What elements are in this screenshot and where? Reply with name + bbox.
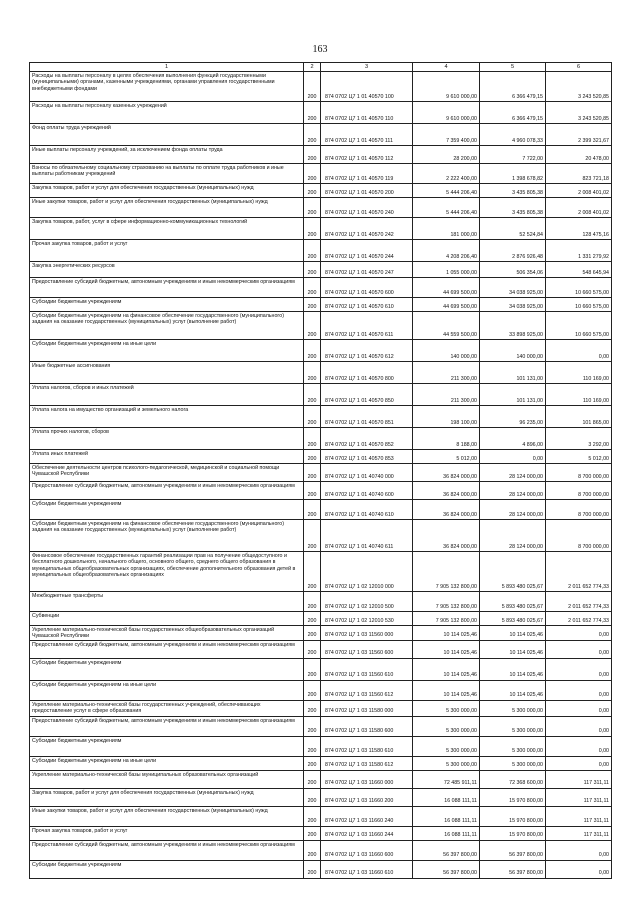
row-code-group: 200 xyxy=(304,552,321,592)
budget-classification-code: 874 0702 Ц7 1 03 11580 612 xyxy=(321,756,413,770)
table-row xyxy=(30,788,612,806)
executed-amount: 5 300 000,00 xyxy=(480,756,546,770)
item-name: Субсидии бюджетным учреждениям на иные цели xyxy=(30,340,304,362)
executed-amount: 15 970 800,00 xyxy=(480,826,546,840)
budget-classification-code: 874 0702 Ц7 1 03 11580 610 xyxy=(321,736,413,756)
approved-amount: 9 610 000,00 xyxy=(413,102,480,124)
remaining-amount: 10 660 575,00 xyxy=(546,298,612,312)
remaining-amount: 101 865,00 xyxy=(546,406,612,428)
budget-classification-code: 874 0702 Ц7 1 01 40740 610 xyxy=(321,500,413,520)
approved-amount: 44 559 500,00 xyxy=(413,312,480,340)
budget-classification-code: 874 0702 Ц7 1 03 11660 610 xyxy=(321,860,413,878)
item-name: Прочая закупка товаров, работ и услуг xyxy=(30,240,304,262)
table-row xyxy=(30,428,612,450)
item-name: Предоставление субсидий бюджетным, автономным учреждениям и иным некоммерческим организациям xyxy=(30,482,304,500)
row-code-group: 200 xyxy=(304,788,321,806)
remaining-amount: 0,00 xyxy=(546,840,612,860)
executed-amount: 52 524,84 xyxy=(480,218,546,240)
approved-amount: 5 300 000,00 xyxy=(413,700,480,716)
table-row xyxy=(30,736,612,756)
approved-amount: 36 824 000,00 xyxy=(413,464,480,482)
item-name: Иные закупки товаров, работ и услуг для обеспечения государственных (муниципальных) нужд xyxy=(30,198,304,218)
table-row xyxy=(30,860,612,878)
executed-amount: 506 354,06 xyxy=(480,262,546,278)
approved-amount: 140 000,00 xyxy=(413,340,480,362)
item-name: Расходы на выплаты персоналу в целях обеспечения выполнения функций государственными (муниципальными) органами, казенными учреждениями, органами управления государственными внебюджетными фондами xyxy=(30,72,304,102)
item-name: Укрепление материально-технической базы государственных учреждений, обеспечивающих предоставление услуг в сфере образования xyxy=(30,700,304,716)
row-code-group: 200 xyxy=(304,770,321,788)
budget-classification-code: 874 0702 Ц7 1 03 11560 612 xyxy=(321,680,413,700)
approved-amount: 28 200,00 xyxy=(413,146,480,164)
approved-amount: 9 610 000,00 xyxy=(413,72,480,102)
remaining-amount: 0,00 xyxy=(546,340,612,362)
row-code-group: 200 xyxy=(304,340,321,362)
row-code-group: 200 xyxy=(304,184,321,198)
budget-classification-code: 874 0702 Ц7 1 01 40570 110 xyxy=(321,102,413,124)
item-name: Фонд оплаты труда учреждений xyxy=(30,124,304,146)
table-row xyxy=(30,262,612,278)
row-code-group: 200 xyxy=(304,384,321,406)
remaining-amount: 117 311,11 xyxy=(546,770,612,788)
table-row xyxy=(30,680,612,700)
item-name: Предоставление субсидий бюджетным, автономным учреждениям и иным некоммерческим организациям xyxy=(30,640,304,658)
remaining-amount: 8 700 000,00 xyxy=(546,464,612,482)
executed-amount: 15 970 800,00 xyxy=(480,806,546,826)
column-header: 6 xyxy=(546,63,612,72)
item-name: Прочая закупка товаров, работ и услуг xyxy=(30,826,304,840)
item-name: Субсидии бюджетным учреждениям на иные цели xyxy=(30,756,304,770)
table-row xyxy=(30,840,612,860)
table-row xyxy=(30,406,612,428)
item-name: Субсидии бюджетным учреждениям на финансовое обеспечение государственного (муниципального) задания на оказание государственных (муниципальных) услуг (выполнение работ) xyxy=(30,312,304,340)
approved-amount: 72 485 911,11 xyxy=(413,770,480,788)
row-code-group: 200 xyxy=(304,806,321,826)
item-name: Укрепление материально-технической базы государственных общеобразовательных организаций Чувашской Республики xyxy=(30,626,304,641)
item-name: Финансовое обеспечение государственных гарантий реализации прав на получение общедоступного и бесплатного дошкольного, начального общего, основного общего, среднего общего образования в муниципальных общеобразовательных организациях, обеспечение дополнительного образования детей в муниципальных общеобразовательных организациях xyxy=(30,552,304,592)
approved-amount: 5 444 206,40 xyxy=(413,184,480,198)
budget-classification-code: 874 0702 Ц7 1 02 12010 530 xyxy=(321,612,413,626)
approved-amount: 44 699 500,00 xyxy=(413,278,480,298)
remaining-amount: 3 292,00 xyxy=(546,428,612,450)
budget-classification-code: 874 0702 Ц7 1 03 11660 000 xyxy=(321,770,413,788)
executed-amount: 4 896,00 xyxy=(480,428,546,450)
executed-amount: 5 300 000,00 xyxy=(480,716,546,736)
budget-classification-code: 874 0702 Ц7 1 01 40740 611 xyxy=(321,520,413,552)
row-code-group: 200 xyxy=(304,312,321,340)
row-code-group: 200 xyxy=(304,164,321,184)
remaining-amount: 0,00 xyxy=(546,700,612,716)
row-code-group: 200 xyxy=(304,464,321,482)
item-name: Иные бюджетные ассигнования xyxy=(30,362,304,384)
budget-classification-code: 874 0702 Ц7 1 03 11560 610 xyxy=(321,658,413,680)
row-code-group: 200 xyxy=(304,680,321,700)
remaining-amount: 8 700 000,00 xyxy=(546,520,612,552)
row-code-group: 200 xyxy=(304,700,321,716)
column-header: 4 xyxy=(413,63,480,72)
row-code-group: 200 xyxy=(304,736,321,756)
row-code-group: 200 xyxy=(304,840,321,860)
approved-amount: 5 300 000,00 xyxy=(413,736,480,756)
table-row xyxy=(30,612,612,626)
row-code-group: 200 xyxy=(304,406,321,428)
executed-amount: 0,00 xyxy=(480,450,546,464)
item-name: Субсидии бюджетным учреждениям xyxy=(30,500,304,520)
approved-amount: 16 088 111,11 xyxy=(413,806,480,826)
remaining-amount: 0,00 xyxy=(546,658,612,680)
item-name: Предоставление субсидий бюджетным, автономным учреждениям и иным некоммерческим организациям xyxy=(30,716,304,736)
budget-table xyxy=(29,62,612,879)
table-row xyxy=(30,298,612,312)
table-row xyxy=(30,278,612,298)
table-row xyxy=(30,552,612,592)
row-code-group: 200 xyxy=(304,658,321,680)
budget-classification-code: 874 0702 Ц7 1 01 40570 242 xyxy=(321,218,413,240)
table-row xyxy=(30,102,612,124)
item-name: Укрепление материально-технической базы муниципальных образовательных организаций xyxy=(30,770,304,788)
remaining-amount: 117 311,11 xyxy=(546,806,612,826)
remaining-amount: 2 011 652 774,33 xyxy=(546,612,612,626)
approved-amount: 56 397 800,00 xyxy=(413,840,480,860)
executed-amount: 3 435 805,38 xyxy=(480,198,546,218)
approved-amount: 5 012,00 xyxy=(413,450,480,464)
approved-amount: 10 114 025,46 xyxy=(413,658,480,680)
executed-amount: 4 960 078,33 xyxy=(480,124,546,146)
approved-amount: 4 208 206,40 xyxy=(413,240,480,262)
row-code-group: 200 xyxy=(304,860,321,878)
executed-amount: 6 366 479,15 xyxy=(480,72,546,102)
remaining-amount: 1 331 279,92 xyxy=(546,240,612,262)
executed-amount: 5 300 000,00 xyxy=(480,700,546,716)
budget-classification-code: 874 0702 Ц7 1 01 40570 850 xyxy=(321,384,413,406)
approved-amount: 198 100,00 xyxy=(413,406,480,428)
budget-classification-code: 874 0702 Ц7 1 01 40740 000 xyxy=(321,464,413,482)
table-row xyxy=(30,312,612,340)
approved-amount: 7 359 400,00 xyxy=(413,124,480,146)
executed-amount: 5 300 000,00 xyxy=(480,736,546,756)
row-code-group: 200 xyxy=(304,592,321,612)
executed-amount: 72 368 600,00 xyxy=(480,770,546,788)
remaining-amount: 0,00 xyxy=(546,756,612,770)
executed-amount: 28 124 000,00 xyxy=(480,520,546,552)
executed-amount: 33 898 925,00 xyxy=(480,312,546,340)
item-name: Субсидии бюджетным учреждениям xyxy=(30,298,304,312)
remaining-amount: 2 399 321,67 xyxy=(546,124,612,146)
budget-classification-code: 874 0702 Ц7 1 01 40570 853 xyxy=(321,450,413,464)
budget-classification-code: 874 0702 Ц7 1 03 11660 200 xyxy=(321,788,413,806)
executed-amount: 56 397 800,00 xyxy=(480,840,546,860)
approved-amount: 16 088 111,11 xyxy=(413,788,480,806)
budget-classification-code: 874 0702 Ц7 1 03 11660 600 xyxy=(321,840,413,860)
table-row xyxy=(30,756,612,770)
table-row xyxy=(30,72,612,102)
approved-amount: 8 188,00 xyxy=(413,428,480,450)
approved-amount: 2 222 400,00 xyxy=(413,164,480,184)
item-name: Субсидии бюджетным учреждениям xyxy=(30,860,304,878)
approved-amount: 36 824 000,00 xyxy=(413,500,480,520)
row-code-group: 200 xyxy=(304,278,321,298)
approved-amount: 5 300 000,00 xyxy=(413,756,480,770)
executed-amount: 28 124 000,00 xyxy=(480,464,546,482)
remaining-amount: 110 169,00 xyxy=(546,384,612,406)
row-code-group: 200 xyxy=(304,826,321,840)
row-code-group: 200 xyxy=(304,626,321,641)
remaining-amount: 5 012,00 xyxy=(546,450,612,464)
executed-amount: 7 722,00 xyxy=(480,146,546,164)
executed-amount: 5 893 480 025,67 xyxy=(480,552,546,592)
executed-amount: 28 124 000,00 xyxy=(480,500,546,520)
item-name: Субсидии бюджетным учреждениям на финансовое обеспечение государственного (муниципального) задания на оказание государственных (муниципальных) услуг (выполнение работ) xyxy=(30,520,304,552)
approved-amount: 10 114 025,46 xyxy=(413,640,480,658)
table-row xyxy=(30,592,612,612)
item-name: Уплата налогов, сборов и иных платежей xyxy=(30,384,304,406)
budget-classification-code: 874 0702 Ц7 1 02 12010 000 xyxy=(321,552,413,592)
row-code-group: 200 xyxy=(304,72,321,102)
budget-classification-code: 874 0702 Ц7 1 01 40740 600 xyxy=(321,482,413,500)
table-row xyxy=(30,826,612,840)
remaining-amount: 0,00 xyxy=(546,680,612,700)
column-header: 3 xyxy=(321,63,413,72)
executed-amount: 56 397 800,00 xyxy=(480,860,546,878)
approved-amount: 211 300,00 xyxy=(413,362,480,384)
item-name: Уплата прочих налогов, сборов xyxy=(30,428,304,450)
table-header-row xyxy=(30,63,612,72)
remaining-amount: 2 011 652 774,33 xyxy=(546,592,612,612)
approved-amount: 44 699 500,00 xyxy=(413,298,480,312)
executed-amount: 10 114 025,46 xyxy=(480,640,546,658)
approved-amount: 211 300,00 xyxy=(413,384,480,406)
row-code-group: 200 xyxy=(304,500,321,520)
budget-classification-code: 874 0702 Ц7 1 01 40570 244 xyxy=(321,240,413,262)
budget-classification-code: 874 0702 Ц7 1 01 40570 611 xyxy=(321,312,413,340)
row-code-group: 200 xyxy=(304,240,321,262)
item-name: Предоставление субсидий бюджетным, автономным учреждениям и иным некоммерческим организациям xyxy=(30,278,304,298)
item-name: Субсидии бюджетным учреждениям xyxy=(30,658,304,680)
table-row xyxy=(30,184,612,198)
row-code-group: 200 xyxy=(304,146,321,164)
executed-amount: 5 893 480 025,67 xyxy=(480,592,546,612)
remaining-amount: 110 169,00 xyxy=(546,362,612,384)
executed-amount: 6 366 479,15 xyxy=(480,102,546,124)
remaining-amount: 0,00 xyxy=(546,860,612,878)
table-row xyxy=(30,520,612,552)
remaining-amount: 3 243 520,85 xyxy=(546,72,612,102)
remaining-amount: 3 243 520,85 xyxy=(546,102,612,124)
row-code-group: 200 xyxy=(304,612,321,626)
row-code-group: 200 xyxy=(304,482,321,500)
remaining-amount: 0,00 xyxy=(546,716,612,736)
remaining-amount: 10 660 575,00 xyxy=(546,278,612,298)
executed-amount: 34 038 925,00 xyxy=(480,278,546,298)
budget-classification-code: 874 0702 Ц7 1 01 40570 200 xyxy=(321,184,413,198)
budget-classification-code: 874 0702 Ц7 1 01 40570 100 xyxy=(321,72,413,102)
budget-classification-code: 874 0702 Ц7 1 01 40570 119 xyxy=(321,164,413,184)
table-row xyxy=(30,626,612,641)
table-row xyxy=(30,716,612,736)
table-row xyxy=(30,240,612,262)
page-number: 163 xyxy=(312,44,328,55)
row-code-group: 200 xyxy=(304,218,321,240)
approved-amount: 5 300 000,00 xyxy=(413,716,480,736)
remaining-amount: 20 478,00 xyxy=(546,146,612,164)
budget-classification-code: 874 0702 Ц7 1 01 40570 240 xyxy=(321,198,413,218)
approved-amount: 56 397 800,00 xyxy=(413,860,480,878)
table-row xyxy=(30,464,612,482)
executed-amount: 28 124 000,00 xyxy=(480,482,546,500)
remaining-amount: 2 008 401,02 xyxy=(546,184,612,198)
table-row xyxy=(30,806,612,826)
budget-classification-code: 874 0702 Ц7 1 01 40570 111 xyxy=(321,124,413,146)
table-row xyxy=(30,482,612,500)
item-name: Субсидии бюджетным учреждениям на иные цели xyxy=(30,680,304,700)
budget-classification-code: 874 0702 Ц7 1 03 11580 600 xyxy=(321,716,413,736)
table-row xyxy=(30,384,612,406)
row-code-group: 200 xyxy=(304,198,321,218)
item-name: Расходы на выплаты персоналу казенных учреждений xyxy=(30,102,304,124)
table-row xyxy=(30,500,612,520)
remaining-amount: 0,00 xyxy=(546,640,612,658)
budget-classification-code: 874 0702 Ц7 1 03 11560 600 xyxy=(321,640,413,658)
approved-amount: 16 088 111,11 xyxy=(413,826,480,840)
budget-classification-code: 874 0702 Ц7 1 01 40570 852 xyxy=(321,428,413,450)
remaining-amount: 8 700 000,00 xyxy=(546,482,612,500)
remaining-amount: 0,00 xyxy=(546,626,612,641)
executed-amount: 10 114 025,46 xyxy=(480,658,546,680)
budget-classification-code: 874 0702 Ц7 1 01 40570 112 xyxy=(321,146,413,164)
row-code-group: 200 xyxy=(304,124,321,146)
budget-classification-code: 874 0702 Ц7 1 03 11560 000 xyxy=(321,626,413,641)
remaining-amount: 10 660 575,00 xyxy=(546,312,612,340)
item-name: Субсидии бюджетным учреждениям xyxy=(30,736,304,756)
table-row xyxy=(30,198,612,218)
approved-amount: 5 444 206,40 xyxy=(413,198,480,218)
budget-classification-code: 874 0702 Ц7 1 03 11660 240 xyxy=(321,806,413,826)
executed-amount: 34 038 925,00 xyxy=(480,298,546,312)
budget-classification-code: 874 0702 Ц7 1 01 40570 800 xyxy=(321,362,413,384)
item-name: Взносы по обязательному социальному страхованию на выплаты по оплате труда работников и иные выплаты работникам учреждений xyxy=(30,164,304,184)
budget-classification-code: 874 0702 Ц7 1 01 40570 612 xyxy=(321,340,413,362)
budget-classification-code: 874 0702 Ц7 1 03 11580 000 xyxy=(321,700,413,716)
row-code-group: 200 xyxy=(304,428,321,450)
row-code-group: 200 xyxy=(304,756,321,770)
row-code-group: 200 xyxy=(304,102,321,124)
item-name: Межбюджетные трансферты xyxy=(30,592,304,612)
row-code-group: 200 xyxy=(304,362,321,384)
approved-amount: 10 114 025,46 xyxy=(413,680,480,700)
item-name: Иные закупки товаров, работ и услуг для обеспечения государственных (муниципальных) нужд xyxy=(30,806,304,826)
row-code-group: 200 xyxy=(304,298,321,312)
remaining-amount: 117 311,11 xyxy=(546,788,612,806)
item-name: Уплата иных платежей xyxy=(30,450,304,464)
executed-amount: 1 398 678,82 xyxy=(480,164,546,184)
item-name: Субвенции xyxy=(30,612,304,626)
table-row xyxy=(30,124,612,146)
remaining-amount: 0,00 xyxy=(546,736,612,756)
executed-amount: 2 876 926,48 xyxy=(480,240,546,262)
approved-amount: 181 000,00 xyxy=(413,218,480,240)
row-code-group: 200 xyxy=(304,640,321,658)
row-code-group: 200 xyxy=(304,262,321,278)
remaining-amount: 117 311,11 xyxy=(546,826,612,840)
table-row xyxy=(30,770,612,788)
column-header: 2 xyxy=(304,63,321,72)
table-row xyxy=(30,218,612,240)
item-name: Закупка товаров, работ и услуг для обеспечения государственных (муниципальных) нужд xyxy=(30,788,304,806)
item-name: Закупка товаров, работ и услуг для обеспечения государственных (муниципальных) нужд xyxy=(30,184,304,198)
budget-classification-code: 874 0702 Ц7 1 01 40570 610 xyxy=(321,298,413,312)
executed-amount: 3 435 805,38 xyxy=(480,184,546,198)
item-name: Закупка энергетических ресурсов xyxy=(30,262,304,278)
budget-classification-code: 874 0702 Ц7 1 01 40570 851 xyxy=(321,406,413,428)
row-code-group: 200 xyxy=(304,450,321,464)
remaining-amount: 2 008 401,02 xyxy=(546,198,612,218)
executed-amount: 101 131,00 xyxy=(480,384,546,406)
remaining-amount: 8 700 000,00 xyxy=(546,500,612,520)
row-code-group: 200 xyxy=(304,520,321,552)
budget-classification-code: 874 0702 Ц7 1 01 40570 247 xyxy=(321,262,413,278)
table-row xyxy=(30,450,612,464)
item-name: Закупка товаров, работ, услуг в сфере информационно-коммуникационных технологий xyxy=(30,218,304,240)
table-row xyxy=(30,164,612,184)
table-row xyxy=(30,146,612,164)
executed-amount: 140 000,00 xyxy=(480,340,546,362)
executed-amount: 101 131,00 xyxy=(480,362,546,384)
executed-amount: 5 893 480 025,67 xyxy=(480,612,546,626)
table-row xyxy=(30,362,612,384)
item-name: Предоставление субсидий бюджетным, автономным учреждениям и иным некоммерческим организациям xyxy=(30,840,304,860)
remaining-amount: 128 475,16 xyxy=(546,218,612,240)
remaining-amount: 548 645,94 xyxy=(546,262,612,278)
item-name: Уплата налога на имущество организаций и земельного налога xyxy=(30,406,304,428)
approved-amount: 1 055 000,00 xyxy=(413,262,480,278)
table-row xyxy=(30,700,612,716)
executed-amount: 15 970 800,00 xyxy=(480,788,546,806)
approved-amount: 36 824 000,00 xyxy=(413,520,480,552)
remaining-amount: 2 011 652 774,33 xyxy=(546,552,612,592)
remaining-amount: 823 721,18 xyxy=(546,164,612,184)
budget-classification-code: 874 0702 Ц7 1 02 12010 500 xyxy=(321,592,413,612)
row-code-group: 200 xyxy=(304,716,321,736)
table-row xyxy=(30,340,612,362)
approved-amount: 7 905 132 800,00 xyxy=(413,592,480,612)
item-name: Обеспечение деятельности центров психолого-педагогической, медицинской и социальной помощи Чувашской Республики xyxy=(30,464,304,482)
executed-amount: 96 235,00 xyxy=(480,406,546,428)
column-header: 5 xyxy=(480,63,546,72)
approved-amount: 10 114 025,46 xyxy=(413,626,480,641)
item-name: Иные выплаты персоналу учреждений, за исключением фонда оплаты труда xyxy=(30,146,304,164)
table-row xyxy=(30,640,612,658)
approved-amount: 36 824 000,00 xyxy=(413,482,480,500)
approved-amount: 7 905 132 800,00 xyxy=(413,552,480,592)
column-header: 1 xyxy=(30,63,304,72)
budget-classification-code: 874 0702 Ц7 1 01 40570 600 xyxy=(321,278,413,298)
budget-classification-code: 874 0702 Ц7 1 03 11660 244 xyxy=(321,826,413,840)
executed-amount: 10 114 025,46 xyxy=(480,626,546,641)
approved-amount: 7 905 132 800,00 xyxy=(413,612,480,626)
executed-amount: 10 114 025,46 xyxy=(480,680,546,700)
table-row xyxy=(30,658,612,680)
